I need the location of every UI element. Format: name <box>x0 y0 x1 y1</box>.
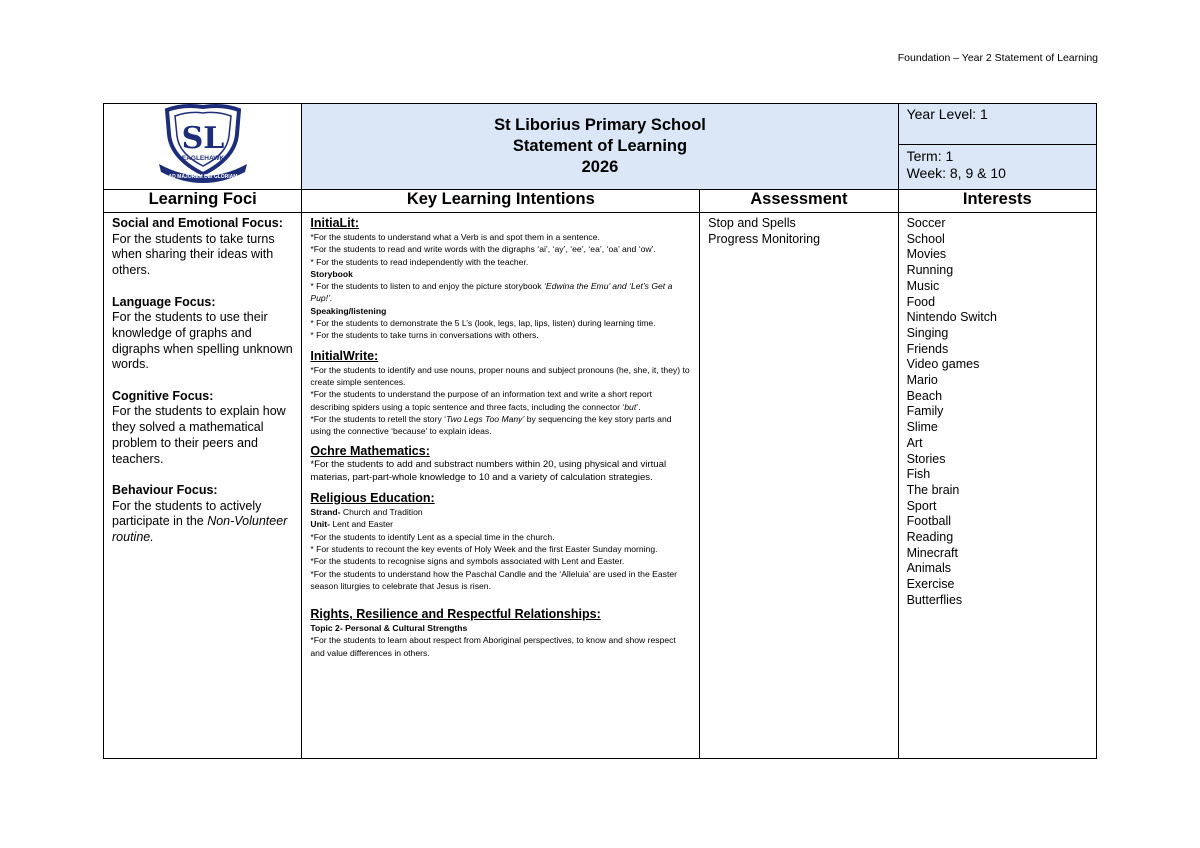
rrrr-topic: Topic 2- Personal & Cultural Strengths <box>310 623 468 634</box>
logo-motto: AD MAJOREM DEI GLORIAM <box>168 174 238 180</box>
interest-item: Fish <box>906 467 931 482</box>
focus-heading: Cognitive Focus: <box>112 388 214 403</box>
header-note: Foundation – Year 2 Statement of Learning <box>897 52 1098 64</box>
unit-line: Unit- Lent and Easter <box>310 519 394 530</box>
cognitive-focus <box>112 389 293 468</box>
interest-item: Sport <box>906 498 937 513</box>
interest-item: Mario <box>906 373 938 388</box>
kli-line: *For the students to learn about respect from Aboriginal perspectives, to know and show respect and value differences in others. <box>310 635 676 658</box>
assessment-cell <box>700 213 898 759</box>
interests-cell <box>898 213 1096 759</box>
info-cell <box>898 104 1096 190</box>
assessment-item: Stop and Spells <box>708 216 796 230</box>
religious-education-heading: Religious Education: <box>310 491 435 506</box>
kli-line: *For the students to identify Lent as a special time in the church. <box>310 531 555 542</box>
kli-line: *For the students to recognise signs and symbols associated with Lent and Easter. <box>310 556 625 567</box>
interest-item: Minecraft <box>906 545 958 560</box>
learning-foci-cell <box>104 213 302 759</box>
col-interests: Interests <box>898 190 1096 213</box>
interest-item: The brain <box>906 482 960 497</box>
kli-line: *For the students to understand how the Paschal Candle and the ‘Alleluia’ are used in the Easter season liturgies to celebrate that Jesus is risen. <box>310 568 677 591</box>
interest-item: Football <box>906 514 952 529</box>
rrrr-heading: Rights, Resilience and Respectful Relationships: <box>310 607 601 622</box>
interest-item: Butterflies <box>906 592 963 607</box>
interest-item: Friends <box>906 341 949 356</box>
kli-line: *For the students to identify and use nouns, proper nouns and subject pronouns (he, she, it, they) to create simple sentences. <box>310 364 690 387</box>
school-name: St Liborius Primary School <box>494 116 706 134</box>
kli-line: *For the students to read and write words with the digraphs ‘ai’, ‘ay’, ‘ee’, ‘ea’, ‘oa’ and ‘ow’. <box>310 244 656 255</box>
interest-item: Video games <box>906 357 980 372</box>
interest-item: Stories <box>906 451 946 466</box>
term: Term: 1 <box>906 148 954 164</box>
storybook-label: Storybook <box>310 268 353 279</box>
focus-heading: Social and Emotional Focus: <box>112 216 283 230</box>
interest-item: School <box>906 231 945 246</box>
logo-town: EAGLEHAWK <box>181 155 224 162</box>
focus-heading: Language Focus: <box>112 294 216 309</box>
initialit-heading: InitiaLit: <box>310 216 359 230</box>
social-emotional-focus <box>112 216 293 279</box>
document-year: 2026 <box>581 158 619 176</box>
interest-item: Beach <box>906 388 943 403</box>
kli-line: * For the students to listen to and enjoy the picture storybook ‘Edwina the Emu’ and ‘Let’s Get a Pup!’. <box>310 281 673 304</box>
col-learning-foci: Learning Foci <box>104 190 302 213</box>
speaking-listening-label: Speaking/listening <box>310 305 387 316</box>
kli-line: * For the students to demonstrate the 5 L’s (look, legs, lap, lips, listen) during learning time. <box>310 318 656 329</box>
language-focus <box>112 295 293 374</box>
logo-initials: SL <box>181 121 225 156</box>
school-crest-logo <box>153 104 253 184</box>
interest-item: Movies <box>906 247 947 262</box>
interest-item: Singing <box>906 325 949 340</box>
interest-item: Art <box>906 435 923 450</box>
focus-text: For the students to actively participate in the Non-Volunteer routine. <box>112 498 288 545</box>
interest-item: Exercise <box>906 577 955 592</box>
focus-text: For the students to take turns when sharing their ideas with others. <box>112 231 275 278</box>
interest-item: Nintendo Switch <box>906 310 997 325</box>
focus-text: For the students to use their knowledge of graphs and digraphs when spelling unknown words. <box>112 310 293 372</box>
week: Week: 8, 9 & 10 <box>906 165 1006 181</box>
document-title: Statement of Learning <box>512 137 688 155</box>
kli-line: *For the students to understand what a Verb is and spot them in a sentence. <box>310 232 600 242</box>
maths-heading: Ochre Mathematics: <box>310 444 430 459</box>
kli-line: * For the students to take turns in conversations with others. <box>310 330 539 341</box>
col-key-learning-intentions: Key Learning Intentions <box>302 190 700 213</box>
strand-line: Strand- Church and Tradition <box>310 507 423 518</box>
year-level: Year Level: 1 <box>906 106 988 122</box>
key-learning-intentions-cell <box>302 213 700 759</box>
initialwrite-heading: InitialWrite: <box>310 348 379 363</box>
interest-item: Family <box>906 404 944 419</box>
logo-cell <box>104 104 302 190</box>
school-title-cell <box>302 104 898 190</box>
kli-line: * For students to recount the key events of Holy Week and the first Easter Sunday morning. <box>310 543 658 554</box>
interest-item: Running <box>906 263 954 278</box>
focus-text: For the students to explain how they solved a mathematical problem to their peers and teachers. <box>112 404 286 466</box>
statement-of-learning-table <box>103 103 1097 759</box>
interest-item: Soccer <box>906 216 946 230</box>
interest-item: Food <box>906 294 936 309</box>
kli-line: *For the students to add and substract numbers within 20, using physical and virtual materias, part-part-whole knowledge to 10 and a variety of calculation strategies. <box>310 459 667 483</box>
interest-item: Reading <box>906 530 954 545</box>
kli-line: *For the students to retell the story ‘Two Legs Too Many’ by sequencing the key story parts and using the connective ‘because’ to explain ideas. <box>310 413 672 437</box>
interest-item: Music <box>906 278 940 293</box>
assessment-item: Progress Monitoring <box>708 231 821 246</box>
interest-item: Slime <box>906 420 938 435</box>
kli-line: *For the students to understand the purpose of an information text and write a short report describing spiders using a topic sentence and three facts, including the connector ‘but’. <box>310 389 652 412</box>
kli-line: * For the students to read independently with the teacher. <box>310 256 529 267</box>
interest-item: Animals <box>906 561 952 576</box>
behaviour-focus <box>112 483 293 546</box>
col-assessment: Assessment <box>700 190 898 213</box>
focus-heading: Behaviour Focus: <box>112 482 218 497</box>
